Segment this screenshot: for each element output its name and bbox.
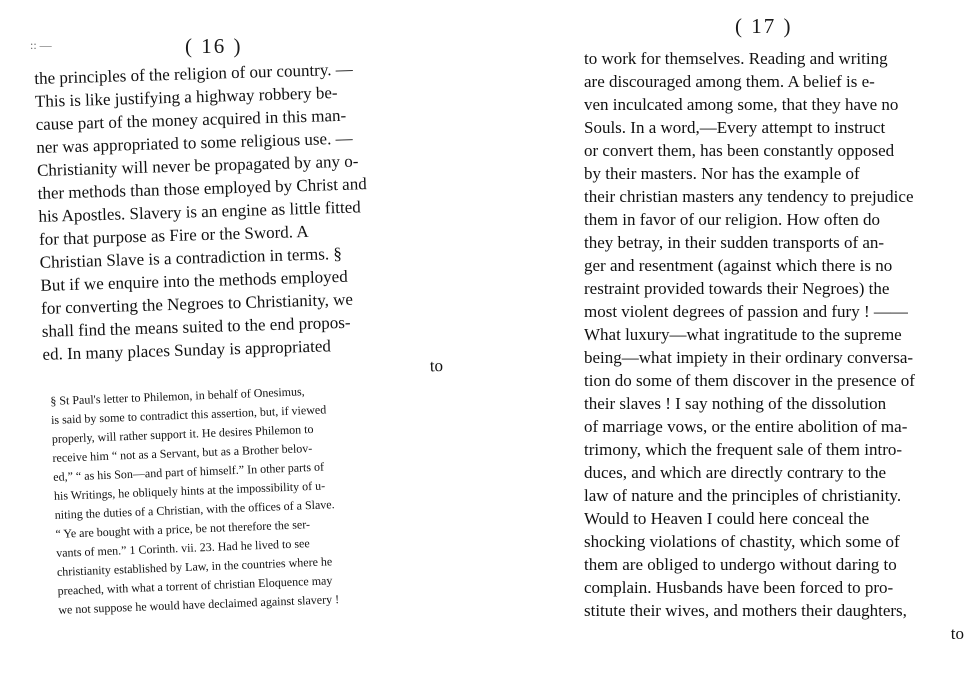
page-number-right: ( 17 ) [735,14,793,38]
footnote-line: vants of men.” 1 Corinth. vii. 23. Had he lived to see [55,536,310,560]
text-line: law of nature and the principles of christianity. [584,486,902,505]
catchword-left: to [429,356,444,376]
text-line: Christianity will never be propagated by any o- [36,151,359,180]
footnote-line: is said by some to contradict this assertion, but, if viewed [50,402,327,427]
text-line: ven inculcated among some, that they have no [584,95,899,114]
text-line: their christian masters any tendency to prejudice [584,187,914,206]
text-line: ner was appropriated to some religious use. — [36,128,353,157]
text-line: they betray, in their sudden transports of an- [584,233,885,252]
text-line: being—what impiety in their ordinary conversa- [584,348,914,367]
text-line: for converting the Negroes to Christianity, we [40,289,354,318]
footnote-line: receive him “ not as a Servant, but as a Brother belov- [52,440,313,465]
text-line: by their masters. Nor has the example of [584,164,860,183]
footnote-line: his Writings, he obliquely hints at the impossibility of u- [53,478,326,503]
text-line: stitute their wives, and mothers their daughters, [584,601,907,620]
text-line: What luxury—what ingratitude to the supreme [584,325,902,344]
text-line: are discouraged among them. A belief is e- [584,72,875,91]
text-line: cause part of the money acquired in this man- [35,105,347,134]
text-line: most violent degrees of passion and fury ! —— [584,302,908,321]
footnote [50,377,450,617]
footnote-line: ed,” “ as his Son—and part of himself.” In other parts of [52,459,325,484]
footnote-line: christianity established by Law, in the countries where he [56,554,333,579]
footnote-line: niting the duties of a Christian, with the offices of a Slave. [54,497,335,522]
text-line: Christian Slave is a contradiction in terms. § [39,243,343,272]
footnote-line: we not suppose he would have declaimed against slavery ! [58,592,340,617]
text-line: their slaves ! I say nothing of the dissolution [584,394,887,413]
right-page [490,0,980,676]
text-line: But if we enquire into the methods employed [40,266,348,295]
text-line: complain. Husbands have been forced to pro- [584,578,894,597]
text-line: his Apostles. Slavery is an engine as little fitted [38,197,362,226]
text-line: shall find the means suited to the end propos- [41,312,351,341]
text-line: ed. In many places Sunday is appropriated [42,336,332,364]
footnote-line: preached, with what a torrent of christian Eloquence may [57,573,333,598]
text-line: them in favor of our religion. How often do [584,210,881,229]
text-line: ther methods than those employed by Christ and [37,174,367,203]
text-line: This is like justifying a highway robbery be- [34,83,338,111]
text-line: the principles of the religion of our country. — [34,59,353,88]
catchword-right: to [950,624,964,643]
text-line: ger and resentment (against which there is no [584,256,893,275]
footnote-line: § St Paul's letter to Philemon, in behalf of Onesimus, [50,384,305,408]
footnote-line: “ Ye are bought with a price, be not therefore the ser- [55,517,311,541]
text-line: restraint provided towards their Negroes) the [584,279,890,298]
text-line: or convert them, has been constantly opposed [584,141,895,160]
text-line: to work for themselves. Reading and writing [584,49,888,68]
text-line: for that purpose as Fire or the Sword. A [38,221,309,249]
page-number-left: ( 16 ) [185,34,243,58]
text-line: trimony, which the frequent sale of them intro- [584,440,903,459]
text-line: Souls. In a word,—Every attempt to instruct [584,118,886,137]
text-line: them are obliged to undergo without daring to [584,555,897,574]
text-line: shocking violations of chastity, which some of [584,532,900,551]
text-line: Would to Heaven I could here conceal the [584,509,870,528]
text-line: tion do some of them discover in the presence of [584,371,915,390]
footnote-line: properly, will rather support it. He desires Philemon to [51,421,314,446]
text-line: of marriage vows, or the entire abolition of ma- [584,417,908,436]
text-line: duces, and which are directly contrary to the [584,463,887,482]
corner-mark: :: — [30,38,52,52]
